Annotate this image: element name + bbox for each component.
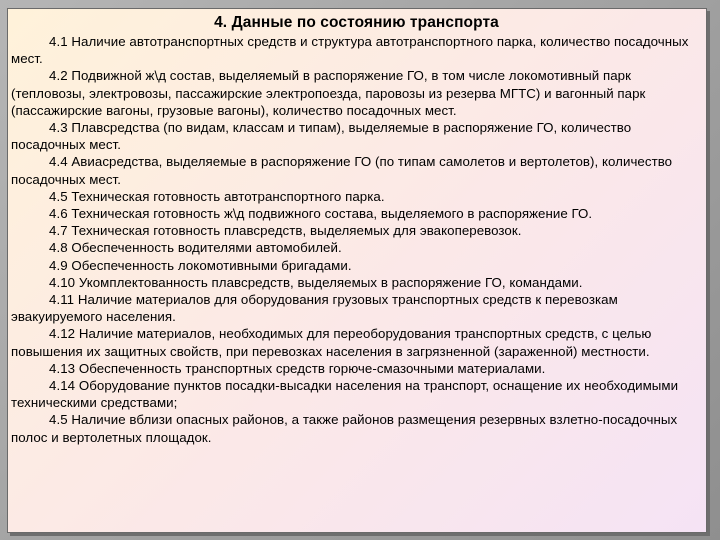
paragraph-4-3: 4.3 Плавсредства (по видам, классам и типам), выделяемые в распоряжение ГО, количество посадочных мест. <box>11 120 632 153</box>
paragraph-4-14: 4.14 Оборудование пунктов посадки-высадки населения на транспорт, оснащение их необходимыми техническими средствами; <box>11 378 679 411</box>
paragraph-4-7: 4.7 Техническая готовность плавсредств, выделяемых для эвакоперевозок. <box>49 223 522 239</box>
paragraph-4-4: 4.4 Авиасредства, выделяемые в распоряжение ГО (по типам самолетов и вертолетов), количество посадочных мест. <box>11 154 673 187</box>
paragraph-4-2: 4.2 Подвижной ж\д состав, выделяемый в распоряжение ГО, в том числе локомотивный парк (тепловозы, электровозы, пассажирские электропоезда, паровозы из резерва МГТС) и вагонный парк (пассажирские вагоны, грузовые вагоны), количество посадочных мест. <box>11 68 646 118</box>
paragraph-4-8: 4.8 Обеспеченность водителями автомобилей. <box>49 240 342 256</box>
paragraph-4-10: 4.10 Укомплектованность плавсредств, выделяемых в распоряжение ГО, командами. <box>49 274 583 290</box>
paragraph-4-11: 4.11 Наличие материалов для оборудования грузовых транспортных средств к перевозкам эвакуируемого населения. <box>11 292 618 325</box>
paragraph-4-9: 4.9 Обеспеченность локомотивными бригадами. <box>49 257 352 273</box>
paragraph-4-15: 4.5 Наличие вблизи опасных районов, а также районов размещения резервных взлетно-посадочных полос и вертолетных площадок. <box>11 412 678 445</box>
paragraph-4-13: 4.13 Обеспеченность транспортных средств горюче-смазочными материалами. <box>49 360 546 376</box>
text-panel <box>7 8 707 533</box>
paragraph-4-12: 4.12 Наличие материалов, необходимых для переоборудования транспортных средств, с целью повышения их защитных свойств, при перевозках населения в загрязненной (зараженной) местности. <box>11 326 652 359</box>
paragraph-4-6: 4.6 Техническая готовность ж\д подвижного состава, выделяемого в распоряжение ГО. <box>49 206 593 222</box>
paragraph-4-5: 4.5 Техническая готовность автотранспортного парка. <box>49 188 385 204</box>
section-heading: 4. Данные по состоянию транспорта <box>214 14 499 31</box>
paragraph-4-1: 4.1 Наличие автотранспортных средств и структура автотранспортного парка, количество посадочных мест. <box>11 34 689 67</box>
